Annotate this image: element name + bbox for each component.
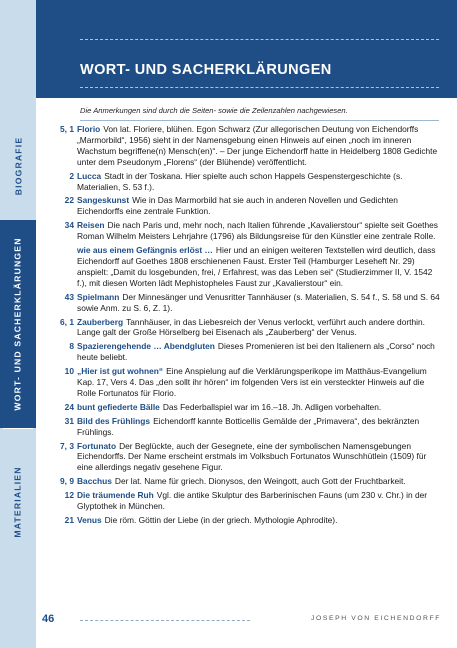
entry-reference: 12	[64, 490, 74, 501]
entry-reference: 6, 1	[60, 316, 74, 327]
entry-term: Spielmann	[77, 291, 120, 302]
entry-text: Das Federballspiel war im 16.–18. Jh. Adligen vorbehalten.	[162, 401, 382, 412]
entry-text: Eichendorff kannte Botticellis Gemälde der „Primavera“, des bekränzten Frühlings.	[77, 415, 420, 437]
annotation-entry	[36, 171, 457, 193]
entry-term: Bacchus	[77, 476, 112, 487]
entry-body	[77, 515, 440, 526]
entry-term: Lucca	[77, 170, 102, 181]
entry-reference: 10	[64, 366, 74, 377]
entry-term: Die träumende Ruh	[77, 490, 154, 501]
entry-body	[77, 476, 440, 487]
entry-body	[77, 341, 440, 363]
page-number: 46	[42, 613, 55, 625]
entry-term: Fortunato	[77, 440, 117, 451]
annotation-entry	[36, 245, 457, 289]
entry-reference: 21	[64, 515, 74, 525]
annotation-entry	[36, 490, 457, 512]
tab-materialien-label: MATERIALIEN	[13, 466, 24, 538]
entry-reference: 8	[69, 341, 74, 352]
intro-rule	[80, 120, 439, 121]
annotation-entry	[36, 416, 457, 438]
entry-term: wie aus einem Gefängnis erlöst …	[77, 245, 213, 256]
entry-reference: 9, 9	[60, 476, 74, 487]
entry-reference	[36, 245, 77, 289]
entry-text: Von lat. Floriere, blühen. Egon Schwarz (Zur allegorischen Deutung von Eichendorffs „Marmorbild“, 1956) sieht in der Namensgebung einen Hinweis auf einen „noch im inneren Wachstum begriffene(n) Mensch(en)“. – Der junge Eichendorff hatte in Heidelberg 1808 Gedichte unter dem Pseudonym „Florens“ (der Blühende) veröffentlicht.	[77, 124, 438, 167]
annotation-entry	[36, 195, 457, 217]
entry-text: Der Minnesänger und Venusritter Tannhäuser (s. Materialien, S. 54 f., S. 58 und S. 64 sowie Anm. zu S. 6, Z. 1).	[77, 291, 440, 313]
annotation-entry	[36, 441, 457, 474]
entry-text: Der lat. Name für griech. Dionysos, den Weingott, auch Gott der Fruchtbarkeit.	[114, 476, 406, 487]
annotation-entry	[36, 366, 457, 399]
entry-reference: 24	[64, 401, 74, 412]
entry-term: Venus	[77, 515, 102, 525]
annotation-entry	[36, 292, 457, 314]
entry-reference: 34	[64, 220, 74, 231]
entry-text: Vgl. die antike Skulptur des Barberinischen Fauns (um 230 v. Chr.) in der Glyptothek in München.	[77, 490, 428, 512]
entry-body	[77, 317, 440, 339]
annotation-entry	[36, 476, 457, 487]
entry-term: Zauberberg	[77, 316, 124, 327]
entry-text: Stadt in der Toskana. Hier spielte auch schon Happels Gespenstergeschichte (s. Materialien, S. 53 f.).	[77, 170, 403, 192]
entry-term: Florio	[77, 124, 101, 134]
annotation-entry	[36, 124, 457, 168]
entry-text: Wie in Das Marmorbild hat sie auch in anderen Novellen und Gedichten Eichendorffs eine zentrale Funktion.	[77, 195, 398, 217]
sidebar	[0, 0, 36, 648]
entry-body	[77, 220, 440, 242]
annotation-entry	[36, 515, 457, 526]
entry-reference: 5, 1	[60, 124, 74, 134]
intro-note: Die Anmerkungen sind durch die Seiten- sowie die Zeilenzahlen nachgewiesen.	[80, 106, 348, 115]
entry-term: „Hier ist gut wohnen“	[77, 366, 164, 377]
entry-reference: 43	[64, 291, 74, 302]
entry-body	[77, 490, 440, 512]
running-footer-author: JOSEPH VON EICHENDORFF	[311, 615, 441, 622]
entry-body	[77, 292, 440, 314]
entry-body	[77, 124, 440, 168]
page-title: WORT- UND SACHERKLÄRUNGEN	[80, 62, 332, 78]
entry-body	[77, 441, 440, 474]
entry-text: Eine Anspielung auf die Verklärungsperikope im Matthäus-Evangelium Kap. 17, Vers 4. Das „den sollt ihr hören“ im folgenden Vers ist ein versteckter Hinweis auf die Rolle Fortunatos für Florio.	[77, 366, 427, 398]
annotation-list	[36, 124, 457, 529]
entry-text: Die röm. Göttin der Liebe (in der griech. Mythologie Aphrodite).	[104, 515, 338, 525]
entry-reference: 2	[69, 170, 74, 181]
tab-wort-label: WORT- UND SACHERKLÄRUNGEN	[13, 237, 24, 411]
entry-reference: 22	[64, 195, 74, 206]
entry-body	[77, 245, 440, 289]
entry-term: Sangeskunst	[77, 195, 130, 206]
entry-body	[77, 402, 440, 413]
entry-text: Die nach Paris und, mehr noch, nach Italien führende „Kavalierstour“ spielte seit Goethes Roman Wilhelm Meisters Lehrjahre (1796) als Bildungsreise für den Künstler eine zentrale Rolle.	[77, 220, 438, 242]
header-dashed-rule	[80, 39, 439, 40]
chapter-header	[36, 0, 457, 98]
tab-wort-und-sacherklaerungen[interactable]	[0, 220, 36, 428]
entry-term: Spazierengehende … Abendgluten	[77, 341, 215, 352]
entry-body	[77, 366, 440, 399]
tab-biografie[interactable]	[0, 112, 36, 220]
annotation-entry	[36, 402, 457, 413]
footer-dashed-rule	[80, 620, 250, 621]
header-dashed-rule	[80, 87, 439, 88]
entry-term: Reisen	[77, 220, 105, 231]
entry-reference: 31	[64, 415, 74, 426]
entry-term: Bild des Frühlings	[77, 415, 151, 426]
entry-text: Tannhäuser, in das Liebesreich der Venus verlockt, verführt auch andere dorthin. Lange galt der Große Hörselberg bei Eisenach als „Zauberberg“ der Venus.	[77, 316, 425, 338]
entry-term: bunt gefiederte Bälle	[77, 401, 160, 412]
entry-reference: 7, 3	[60, 440, 74, 451]
annotation-entry	[36, 341, 457, 363]
entry-body	[77, 171, 440, 193]
annotation-entry	[36, 220, 457, 242]
annotation-entry	[36, 317, 457, 339]
tab-biografie-label: BIOGRAFIE	[13, 136, 24, 196]
entry-text: Der Beglückte, auch der Gesegnete, eine der symbolischen Namensgebungen Eichendorffs. Der Name erscheint erstmals im Volksbuch Fortunatos Wunschhütlein (1509) für eine allerdings negativ gesehene Figur.	[77, 440, 427, 473]
entry-text: Hier und an einigen weiteren Textstellen wird deutlich, dass Eichendorff auf Goethes 1808 erschienenen Faust. Erster Teil (Hamburger Leseheft Nr. 29) anspielt: „Damit du losgebunden, frei, / Erfahrest, was das Leben sei“ (Studierzimmer II, V. 1542 f.), mit diesen Worten lädt Mephistopheles Faust zur „Kavalierstour“ ein.	[77, 245, 436, 288]
tab-materialien[interactable]	[0, 428, 36, 576]
entry-body	[77, 416, 440, 438]
entry-body	[77, 195, 440, 217]
entry-text: Dieses Promenieren ist bei den Italienern als „Corso“ noch heute beliebt.	[77, 341, 435, 363]
